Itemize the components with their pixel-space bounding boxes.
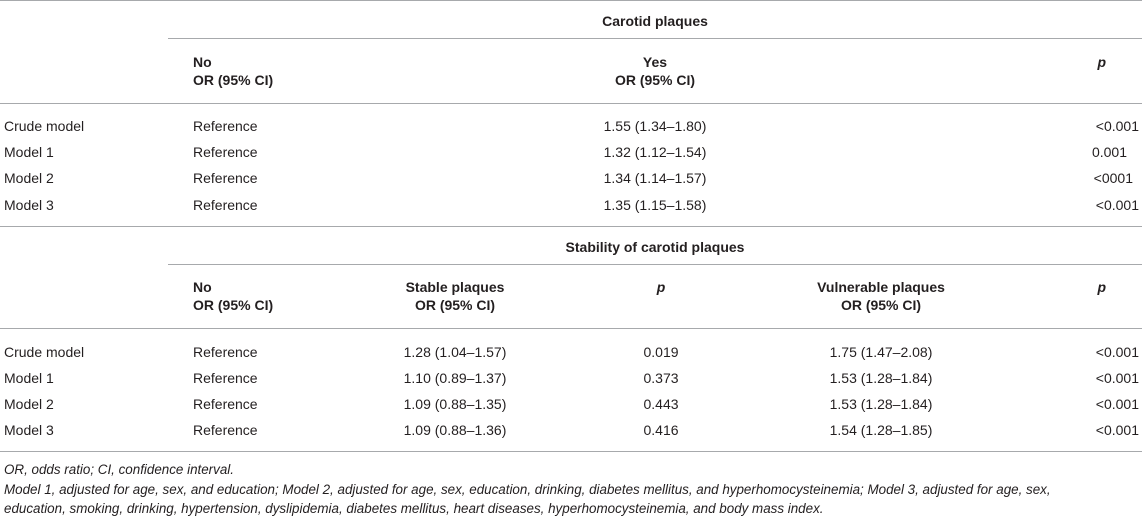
row-label: Crude model: [4, 118, 85, 134]
header-rule-1: [0, 103, 1142, 104]
header-yes-or: OR (95% CI): [614, 72, 696, 88]
row-no: Reference: [193, 370, 258, 386]
row-label: Model 2: [4, 170, 54, 186]
header-no-or-2: OR (95% CI): [193, 297, 274, 313]
row-vulnerable: 1.54 (1.28–1.85): [829, 422, 933, 438]
section-rule: [0, 226, 1142, 227]
footnote-models-line2: education, smoking, drinking, hypertension, dyslipidemia, diabetes mellitus, heart diseases, hyperhomocysteinemia, and body mass index.: [4, 501, 824, 516]
header-rule-2: [0, 328, 1142, 329]
row-no: Reference: [193, 144, 258, 160]
row-p-vulnerable: <0.001: [1095, 396, 1139, 412]
row-p: <0.001: [1095, 197, 1139, 213]
row-p-vulnerable: <0.001: [1095, 344, 1139, 360]
header-p-stable: p: [656, 279, 666, 295]
row-no: Reference: [193, 422, 258, 438]
header-no-1: No: [193, 54, 212, 70]
row-label: Model 3: [4, 197, 54, 213]
header-no-2: No: [193, 279, 212, 295]
row-p-stable: 0.373: [643, 370, 679, 386]
bottom-rule: [0, 451, 1142, 452]
row-no: Reference: [193, 118, 258, 134]
group-rule-carotid: [168, 38, 1142, 39]
row-label: Model 1: [4, 370, 54, 386]
header-stable: Stable plaques: [405, 279, 505, 295]
header-stable-or: OR (95% CI): [414, 297, 496, 313]
row-p-stable: 0.019: [643, 344, 679, 360]
row-stable: 1.09 (0.88–1.36): [403, 422, 507, 438]
row-label: Crude model: [4, 344, 85, 360]
row-yes: 1.55 (1.34–1.80): [603, 118, 707, 134]
group-title-carotid-plaques: Carotid plaques: [602, 13, 708, 29]
row-no: Reference: [193, 197, 258, 213]
row-label: Model 2: [4, 396, 54, 412]
header-no-or-1: OR (95% CI): [193, 72, 274, 88]
row-vulnerable: 1.75 (1.47–2.08): [829, 344, 933, 360]
header-yes: Yes: [642, 54, 668, 70]
row-stable: 1.28 (1.04–1.57): [403, 344, 507, 360]
row-p-stable: 0.416: [643, 422, 679, 438]
row-no: Reference: [193, 344, 258, 360]
row-label: Model 1: [4, 144, 54, 160]
row-p: 0.001: [1091, 144, 1127, 160]
row-yes: 1.34 (1.14–1.57): [603, 170, 707, 186]
group-title-stability: Stability of carotid plaques: [565, 239, 745, 255]
row-no: Reference: [193, 170, 258, 186]
row-yes: 1.32 (1.12–1.54): [603, 144, 707, 160]
row-p-vulnerable: <0.001: [1095, 422, 1139, 438]
row-p: <0001: [1093, 170, 1133, 186]
row-yes: 1.35 (1.15–1.58): [603, 197, 707, 213]
row-stable: 1.09 (0.88–1.35): [403, 396, 507, 412]
row-label: Model 3: [4, 422, 54, 438]
group-rule-stability: [168, 264, 1142, 265]
footnote-abbreviations: OR, odds ratio; CI, confidence interval.: [4, 462, 234, 477]
header-p-1: p: [1097, 54, 1106, 70]
row-p-vulnerable: <0.001: [1095, 370, 1139, 386]
row-vulnerable: 1.53 (1.28–1.84): [829, 396, 933, 412]
header-vulnerable: Vulnerable plaques: [817, 279, 945, 295]
footnote-models-line1: Model 1, adjusted for age, sex, and education; Model 2, adjusted for age, sex, education, drinking, diabetes mellitus, and hyperhomocysteinemia; Model 3, adjusted for age, sex,: [4, 482, 1051, 497]
top-rule: [0, 0, 1142, 1]
header-p-vulnerable: p: [1097, 279, 1106, 295]
row-stable: 1.10 (0.89–1.37): [403, 370, 507, 386]
row-p: <0.001: [1095, 118, 1139, 134]
row-no: Reference: [193, 396, 258, 412]
header-vulnerable-or: OR (95% CI): [840, 297, 922, 313]
row-vulnerable: 1.53 (1.28–1.84): [829, 370, 933, 386]
row-p-stable: 0.443: [643, 396, 679, 412]
